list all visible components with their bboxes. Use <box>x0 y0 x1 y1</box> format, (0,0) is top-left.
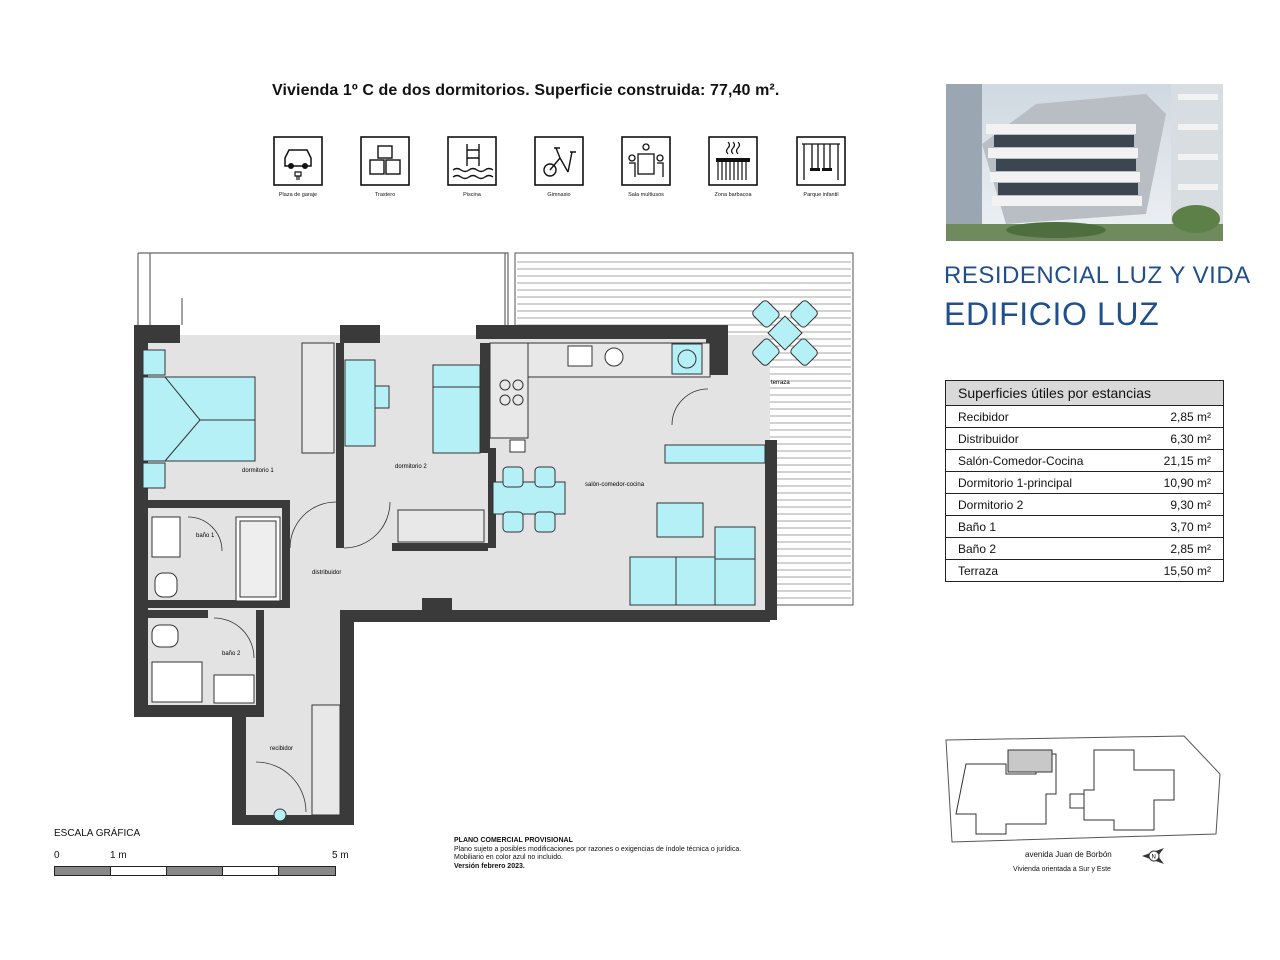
room-name: Recibidor <box>946 406 1134 428</box>
room-area: 3,70 m² <box>1133 516 1223 538</box>
room-label-recibidor: recibidor <box>270 746 294 752</box>
sideboard <box>665 445 765 463</box>
table-row <box>946 472 1224 494</box>
note-line: Plano sujeto a posibles modificaciones por razones o exigencias de índole técnica o jurídica. <box>454 845 742 853</box>
room-area: 21,15 m² <box>1133 450 1223 472</box>
bed-single <box>433 365 480 453</box>
entry-closet <box>312 705 340 815</box>
amenity-label: Gimnasio <box>547 192 571 198</box>
room-label-salon: salón-comedor-cocina <box>585 482 645 488</box>
room-label-terraza: terraza <box>771 380 790 386</box>
table-row <box>946 406 1224 428</box>
room-area: 2,85 m² <box>1133 538 1223 560</box>
scale-bar <box>54 866 336 876</box>
table-row <box>946 450 1224 472</box>
amenity-label: Zona barbacoa <box>714 192 752 198</box>
amenity-label: Sala multiusos <box>628 192 664 198</box>
scale-title: ESCALA GRÁFICA <box>54 828 141 839</box>
room-name: Distribuidor <box>946 428 1134 450</box>
north-arrow-icon <box>1140 846 1166 866</box>
room-label-dormitorio-2: dormitorio 2 <box>395 464 427 470</box>
table-row <box>946 428 1224 450</box>
note-line: Mobiliario en color azul no incluido. <box>454 854 563 861</box>
room-name: Salón-Comedor-Cocina <box>946 450 1134 472</box>
room-name: Dormitorio 1-principal <box>946 472 1134 494</box>
areas-heading: Superficies útiles por estancias <box>946 381 1224 406</box>
north-label: N <box>1151 854 1156 861</box>
scale-tick-0: 0 <box>54 850 60 861</box>
amenity-label: Trastero <box>374 192 396 198</box>
room-area: 15,50 m² <box>1133 560 1223 582</box>
street-name: avenida Juan de Borbón <box>1025 850 1112 859</box>
table-row <box>946 516 1224 538</box>
coffee-table <box>657 503 703 537</box>
room-name: Baño 1 <box>946 516 1134 538</box>
room-label-distribuidor: distribuidor <box>312 570 342 576</box>
room-area: 2,85 m² <box>1133 406 1223 428</box>
legal-note <box>454 837 741 871</box>
entry-door-marker <box>274 809 286 821</box>
wardrobe-1 <box>302 343 334 453</box>
table-row <box>946 560 1224 582</box>
brand-line-1: RESIDENCIAL LUZ Y VIDA <box>944 262 1251 289</box>
room-area: 6,30 m² <box>1133 428 1223 450</box>
areas-table <box>945 380 1224 582</box>
note-line: Versión febrero 2023. <box>454 862 525 870</box>
chair <box>375 386 389 408</box>
amenity-label: Plaza de garaje <box>278 192 318 198</box>
unit-highlight <box>1008 750 1052 772</box>
table-row <box>946 538 1224 560</box>
scale-tick-1: 1 m <box>110 850 127 861</box>
orientation-note: Vivienda orientada a Sur y Este <box>1013 866 1111 873</box>
brand-line-2: EDIFICIO LUZ <box>944 296 1160 332</box>
room-name: Dormitorio 2 <box>946 494 1134 516</box>
room-label-dormitorio-1: dormitorio 1 <box>242 468 274 474</box>
wardrobe-2 <box>398 510 484 542</box>
site-key-map <box>944 734 1224 844</box>
amenity-label: Piscina <box>463 192 481 198</box>
note-heading: PLANO COMERCIAL PROVISIONAL <box>454 837 573 844</box>
room-label-bano-1: baño 1 <box>196 533 215 539</box>
table-row <box>946 494 1224 516</box>
desk <box>345 360 375 446</box>
room-area: 10,90 m² <box>1133 472 1223 494</box>
scale-tick-5: 5 m <box>332 850 349 861</box>
room-name: Baño 2 <box>946 538 1134 560</box>
room-label-bano-2: baño 2 <box>222 651 241 657</box>
page-title: Vivienda 1º C de dos dormitorios. Superficie construida: 77,40 m². <box>272 82 780 99</box>
building-render-image <box>946 84 1223 241</box>
room-name: Terraza <box>946 560 1134 582</box>
amenity-label: Parque infantil <box>803 192 839 198</box>
room-area: 9,30 m² <box>1133 494 1223 516</box>
